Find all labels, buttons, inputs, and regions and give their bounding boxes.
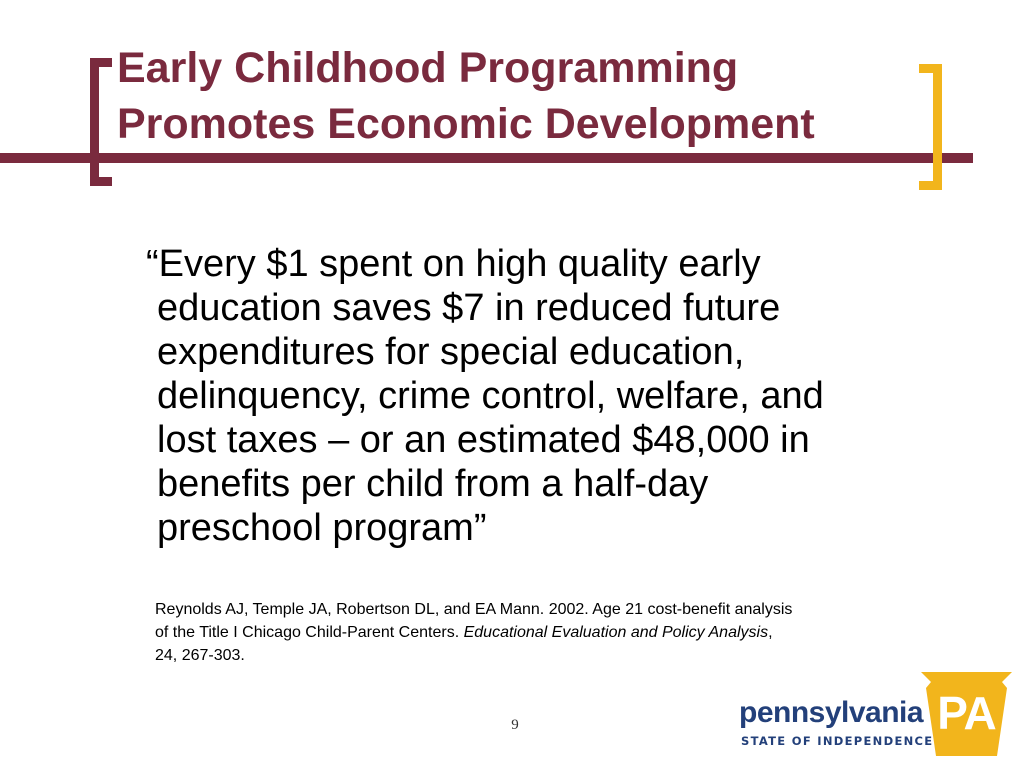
right-bracket-decoration: [919, 64, 942, 190]
journal-title: Educational Evaluation and Policy Analysis: [463, 624, 769, 641]
citation-line: 24, 267-303.: [155, 647, 245, 664]
left-bracket-decoration: [90, 58, 112, 186]
quote-line: benefits per child from a half-day: [157, 463, 709, 505]
logo-badge-text: PA: [937, 687, 996, 739]
header-rule: [0, 153, 973, 163]
pennsylvania-logo: [736, 668, 1016, 760]
page-number: 9: [511, 717, 519, 733]
citation: [155, 598, 975, 667]
quote-line: lost taxes – or an estimated $48,000 in: [157, 419, 810, 461]
title-line: Early Childhood Programming: [117, 44, 739, 92]
citation-line: Reynolds AJ, Temple JA, Robertson DL, and EA Mann. 2002. Age 21 cost-benefit analysis: [155, 601, 793, 618]
quote-line: preschool program”: [157, 507, 487, 549]
citation-line: [155, 621, 975, 644]
title-line: Promotes Economic Development: [117, 100, 815, 148]
citation-text: of the Title I Chicago Child-Parent Centers.: [155, 624, 464, 641]
logo-tagline: STATE OF INDEPENDENCE: [741, 734, 934, 748]
citation-text: ,: [768, 624, 773, 641]
quote-line: “Every $1 spent on high quality early: [146, 243, 761, 285]
quote-line: delinquency, crime control, welfare, and: [157, 375, 824, 417]
quote-line: education saves $7 in reduced future: [157, 287, 781, 329]
quote-line: expenditures for special education,: [157, 331, 745, 373]
quote-text: [130, 242, 970, 550]
logo-wordmark: pennsylvania: [739, 696, 924, 729]
slide-title: [117, 40, 917, 152]
